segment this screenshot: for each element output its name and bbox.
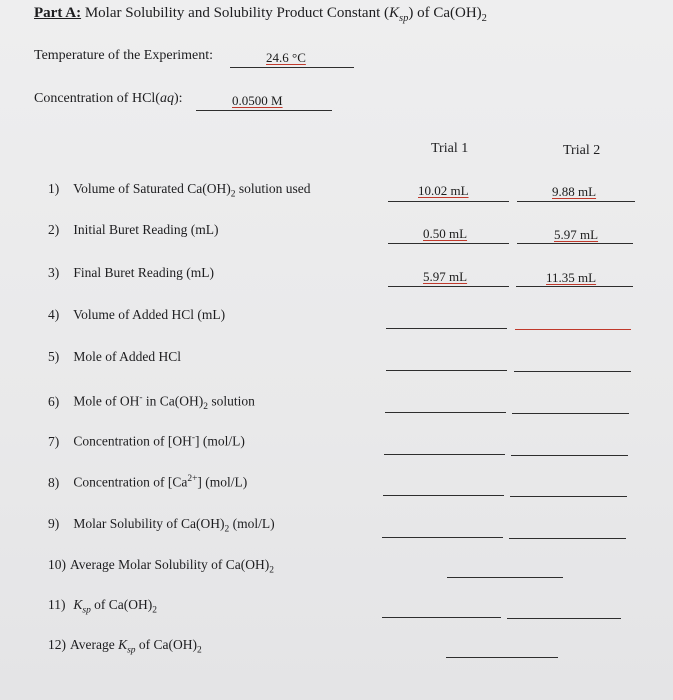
page-title [34,5,487,24]
row-9-trial-2-line [509,538,626,539]
row-1-label: 1) Volume of Saturated $Ca(OH)_2$ solution used [48,181,311,200]
row-4-trial-1-line [386,328,507,329]
row-6-trial-1-line [385,412,506,413]
row-1-trial-2-line [517,201,635,202]
row-11-label: 11) $K_{sp}$ of $Ca(OH)_2$ [48,597,157,616]
row-8-trial-2-line [510,496,627,497]
row-8-trial-1-line [383,495,504,496]
row-2-trial-2-value: 5.97 mL [554,227,599,242]
row-7-trial-2-line [511,455,628,456]
row-8-label: 8) Concentration of $[Ca^{2+}]$ (mol/L) [48,474,248,490]
row-2-trial-1-value: 0.50 mL [423,226,468,241]
row-5-label: 5) Mole of Added HCl [48,349,181,364]
row-7-label: 7) Concentration of [OH-] (mol/L) [48,433,245,449]
temperature-label: Temperature of the Experiment: [34,48,213,63]
concentration-value: 0.0500 M [232,93,283,108]
row-5-trial-1-line [386,370,507,371]
row-1-trial-1-line [388,201,509,202]
row-11-trial-2-line [507,618,621,619]
temperature-blank [230,67,354,68]
row-7-trial-1-line [384,454,505,455]
row-2-trial-1-line [388,243,509,244]
row-6-label: 6) Mole of OH- in $Ca(OH)_2$ solution [48,393,255,413]
row-10-average-line [447,577,563,578]
row-10-label: 10) Average Molar Solubility of $Ca(OH)_2$ [48,557,274,576]
concentration-blank [196,110,332,111]
concentration-label: Concentration of HCl(aq): [34,91,183,106]
row-6-trial-2-line [512,413,629,414]
row-11-trial-1-line [382,617,501,618]
row-3-trial-2-line [516,286,633,287]
row-12-label: 12) Average $K_{sp}$ of $Ca(OH)_2$ [48,637,202,656]
row-9-trial-1-line [382,537,503,538]
row-3-label: 3) Final Buret Reading (mL) [48,265,214,280]
row-12-average-line [446,657,558,658]
row-3-trial-2-value: 11.35 mL [546,270,597,285]
row-2-label: 2) Initial Buret Reading (mL) [48,222,219,237]
temperature-value: 24.6 °C [266,50,306,65]
row-9-label: 9) Molar Solubility of $Ca(OH)_2$ (mol/L) [48,516,275,535]
column-trial-2: Trial 2 [563,143,601,158]
title-text: Molar Solubility and Solubility Product Constant $(K_{sp})$ of $Ca(OH)_2$ [84,5,487,24]
column-trial-1: Trial 1 [431,141,469,156]
row-3-trial-1-value: 5.97 mL [423,269,468,284]
row-1-trial-2-value: 9.88 mL [552,184,597,199]
row-3-trial-1-line [388,286,509,287]
row-5-trial-2-line [514,371,631,372]
row-4-trial-2-line [515,329,631,330]
part-label: Part A: [34,5,82,21]
row-4-label: 4) Volume of Added HCl (mL) [48,307,226,322]
row-1-trial-1-value: 10.02 mL [418,183,469,198]
row-2-trial-2-line [517,243,633,244]
